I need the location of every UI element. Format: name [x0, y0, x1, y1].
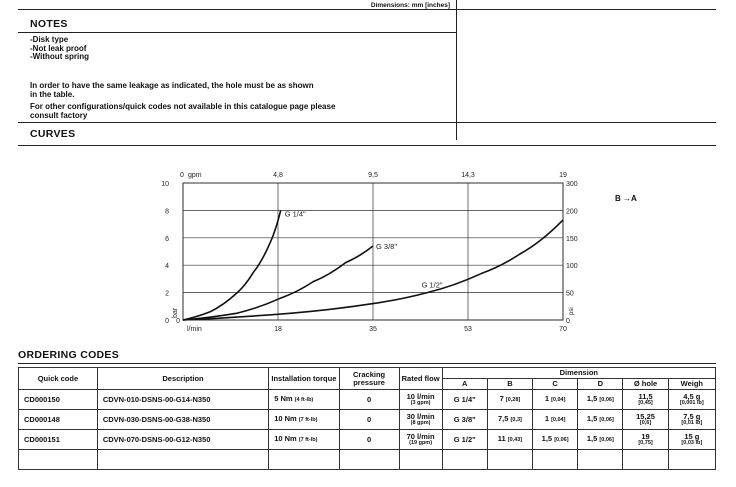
c-imperial: [0,04]	[551, 417, 566, 423]
y-units-right: psi	[569, 307, 575, 315]
b-imperial: [0,28]	[505, 397, 521, 403]
cell-code: CD000150	[19, 390, 98, 410]
x-units-bottom: l/min	[187, 326, 202, 333]
cell-torque	[269, 430, 339, 450]
torque-value: 10 Nm	[274, 434, 297, 443]
col-dimension: Dimension	[442, 368, 715, 379]
hole-imperial: [0,75]	[638, 439, 653, 446]
x-units-top: gpm	[188, 172, 202, 179]
torque-imperial: (4 ft-lb)	[294, 397, 314, 403]
note-bullet: -Without spring	[30, 52, 90, 61]
d-imperial: [0,06]	[599, 397, 614, 403]
cell-a: G 3/8"	[442, 410, 487, 430]
cell-torque	[269, 410, 339, 430]
cell-weight	[668, 430, 715, 450]
col-d: D	[578, 379, 623, 390]
table-row	[19, 410, 716, 430]
cell-flow	[399, 430, 442, 450]
cell-hole	[623, 430, 668, 450]
y-tick-label-psi: 50	[566, 290, 574, 298]
cell-c	[533, 390, 578, 410]
col-description: Description	[97, 368, 268, 390]
cell-b	[487, 410, 532, 430]
table-row-empty	[19, 450, 716, 470]
flow-value: 70 l/min	[406, 431, 435, 441]
y-tick-label-bar: 4	[165, 263, 169, 271]
weight-value: 4,5 g	[683, 391, 701, 401]
cell-b	[487, 390, 532, 410]
weight-value: 7,5 g	[683, 411, 701, 421]
flow-imperial: (3 gpm)	[410, 399, 431, 406]
cell-weight	[668, 390, 715, 410]
paragraph-line: In order to have the same leakage as indicated, the hole must be as shown	[30, 81, 314, 90]
b-value: 7,5	[498, 414, 509, 423]
cell-cracking: 0	[339, 390, 399, 410]
weight-imperial: [0,01 lb]	[681, 419, 703, 426]
col-rated-flow: Rated flow	[399, 368, 442, 390]
notes-paragraph-consult	[30, 103, 335, 120]
x-tick-label-lmin: 35	[369, 326, 377, 333]
empty-cell	[533, 450, 578, 470]
cell-d	[578, 390, 623, 410]
c-value: 1	[544, 394, 549, 403]
hole-value: 19	[641, 431, 650, 441]
flow-value: 10 l/min	[406, 391, 435, 401]
series-label: G 3/8"	[376, 242, 398, 252]
col-b: B	[487, 379, 532, 390]
x-tick-label-gpm: 19	[559, 172, 567, 179]
c-imperial: [0,04]	[551, 397, 566, 403]
paragraph-line: For other configurations/quick codes not available in this catalogue page please	[30, 102, 336, 111]
ordering-codes-table	[18, 367, 716, 470]
c-value: 1,5	[541, 434, 553, 443]
x-tick-label-lmin: 18	[274, 326, 282, 333]
curves-title: CURVES	[30, 128, 76, 140]
note-bullet: -Not leak proof	[30, 43, 87, 53]
d-imperial: [0,06]	[599, 437, 614, 443]
cell-description: CDVN-010-DSNS-00-G14-N350	[97, 390, 268, 410]
x-tick-label-gpm: 14,3	[461, 172, 475, 179]
hole-value: 11,5	[638, 391, 653, 401]
b-value: 11	[497, 434, 506, 443]
cell-d	[578, 410, 623, 430]
cell-c	[533, 410, 578, 430]
table-row	[19, 390, 716, 410]
flow-imperial: (8 gpm)	[410, 419, 431, 426]
paragraph-line: consult factory	[30, 110, 88, 120]
c-value: 1	[544, 414, 549, 423]
cell-code: CD000151	[19, 430, 98, 450]
col-quick-code: Quick code	[19, 368, 98, 390]
empty-cell	[668, 450, 715, 470]
x-tick-label-lmin: 70	[559, 326, 567, 333]
empty-cell	[269, 450, 339, 470]
cell-flow	[399, 410, 442, 430]
cell-cracking: 0	[339, 410, 399, 430]
cell-torque	[269, 390, 339, 410]
empty-cell	[97, 450, 268, 470]
table-header-row	[19, 368, 716, 379]
y-tick-label-bar: 0	[165, 318, 169, 325]
cell-b	[487, 430, 532, 450]
y-tick-label-psi: 150	[566, 235, 578, 243]
torque-value: 10 Nm	[274, 414, 297, 423]
d-value: 1,5	[586, 414, 598, 423]
torque-value: 5 Nm	[274, 394, 293, 403]
series-label: G 1/4"	[284, 209, 306, 219]
notes-bullets	[30, 36, 89, 62]
col-torque: Installation torque	[269, 368, 339, 390]
cell-d	[578, 430, 623, 450]
series-label: G 1/2"	[421, 280, 443, 290]
notes-paragraph-hole	[30, 82, 314, 99]
cell-description: CDVN-070-DSNS-00-G12-N350	[97, 430, 268, 450]
col-cracking: Cracking pressure	[339, 368, 399, 390]
y-tick-label-psi: 200	[566, 208, 578, 216]
flow-imperial: (19 gpm)	[409, 439, 433, 446]
ordering-divider	[18, 363, 716, 364]
x-tick-label-lmin: 53	[464, 326, 472, 333]
b-imperial: [0,3]	[510, 417, 522, 423]
hole-imperial: [0,45]	[638, 399, 653, 406]
x-tick-label-lmin: 0	[176, 318, 180, 325]
cell-cracking: 0	[339, 430, 399, 450]
empty-cell	[19, 450, 98, 470]
y-tick-label-bar: 8	[165, 208, 169, 216]
column-divider	[456, 0, 457, 140]
empty-cell	[442, 450, 487, 470]
curves-divider	[18, 145, 716, 146]
empty-cell	[399, 450, 442, 470]
y-tick-label-psi: 0	[566, 318, 570, 325]
c-imperial: [0,06]	[554, 437, 569, 443]
y-tick-label-bar: 6	[165, 235, 169, 243]
cell-weight	[668, 410, 715, 430]
ordering-codes-title: ORDERING CODES	[18, 349, 120, 361]
chart-grid	[183, 183, 563, 320]
note-bullet: -Disk type	[30, 35, 69, 44]
weight-value: 15 g	[684, 431, 700, 441]
dimensions-note: Dimensions: mm [inches]	[370, 2, 450, 9]
empty-cell	[578, 450, 623, 470]
x-tick-label-gpm: 0	[180, 172, 184, 179]
y-tick-label-psi: 100	[566, 263, 578, 271]
header-divider	[18, 9, 716, 10]
d-value: 1,5	[586, 434, 598, 443]
x-tick-label-gpm: 9,5	[368, 172, 378, 179]
torque-imperial: (7 ft-lb)	[298, 417, 318, 423]
cell-hole	[623, 410, 668, 430]
y-tick-label-psi: 300	[566, 181, 578, 188]
chart-axes	[161, 172, 578, 333]
y-tick-label-bar: 2	[165, 290, 169, 298]
notes-divider	[18, 32, 456, 33]
d-imperial: [0,06]	[599, 417, 614, 423]
torque-imperial: (7 ft-lb)	[298, 437, 318, 443]
paragraph-line: in the table.	[30, 89, 75, 99]
x-tick-label-gpm: 4,8	[273, 172, 283, 179]
col-c: C	[533, 379, 578, 390]
cell-c	[533, 430, 578, 450]
cell-flow	[399, 390, 442, 410]
col-a: A	[442, 379, 487, 390]
table-row	[19, 430, 716, 450]
weight-imperial: [0,03 lb]	[681, 439, 703, 446]
empty-cell	[623, 450, 668, 470]
notes-bottom-divider	[18, 122, 716, 123]
empty-cell	[339, 450, 399, 470]
hole-imperial: [0,6]	[639, 419, 652, 426]
cell-code: CD000148	[19, 410, 98, 430]
b-value: 7	[499, 394, 504, 403]
curves-chart	[0, 150, 736, 350]
col-hole: Ø hole	[623, 379, 668, 390]
direction-label: B →A	[615, 194, 637, 203]
flow-value: 30 l/min	[406, 411, 435, 421]
notes-title: NOTES	[30, 18, 68, 30]
cell-hole	[623, 390, 668, 410]
cell-a: G 1/4"	[442, 390, 487, 410]
col-weight: Weigh	[668, 379, 715, 390]
weight-imperial: [0,001 lb]	[679, 399, 704, 406]
y-units-left: bar	[172, 307, 179, 318]
empty-cell	[487, 450, 532, 470]
hole-value: 15,25	[636, 411, 655, 421]
b-imperial: [0,43]	[507, 437, 523, 443]
y-tick-label-bar: 10	[161, 181, 169, 188]
d-value: 1,5	[586, 394, 598, 403]
cell-description: CDVN-030-DSNS-00-G38-N350	[97, 410, 268, 430]
cell-a: G 1/2"	[442, 430, 487, 450]
